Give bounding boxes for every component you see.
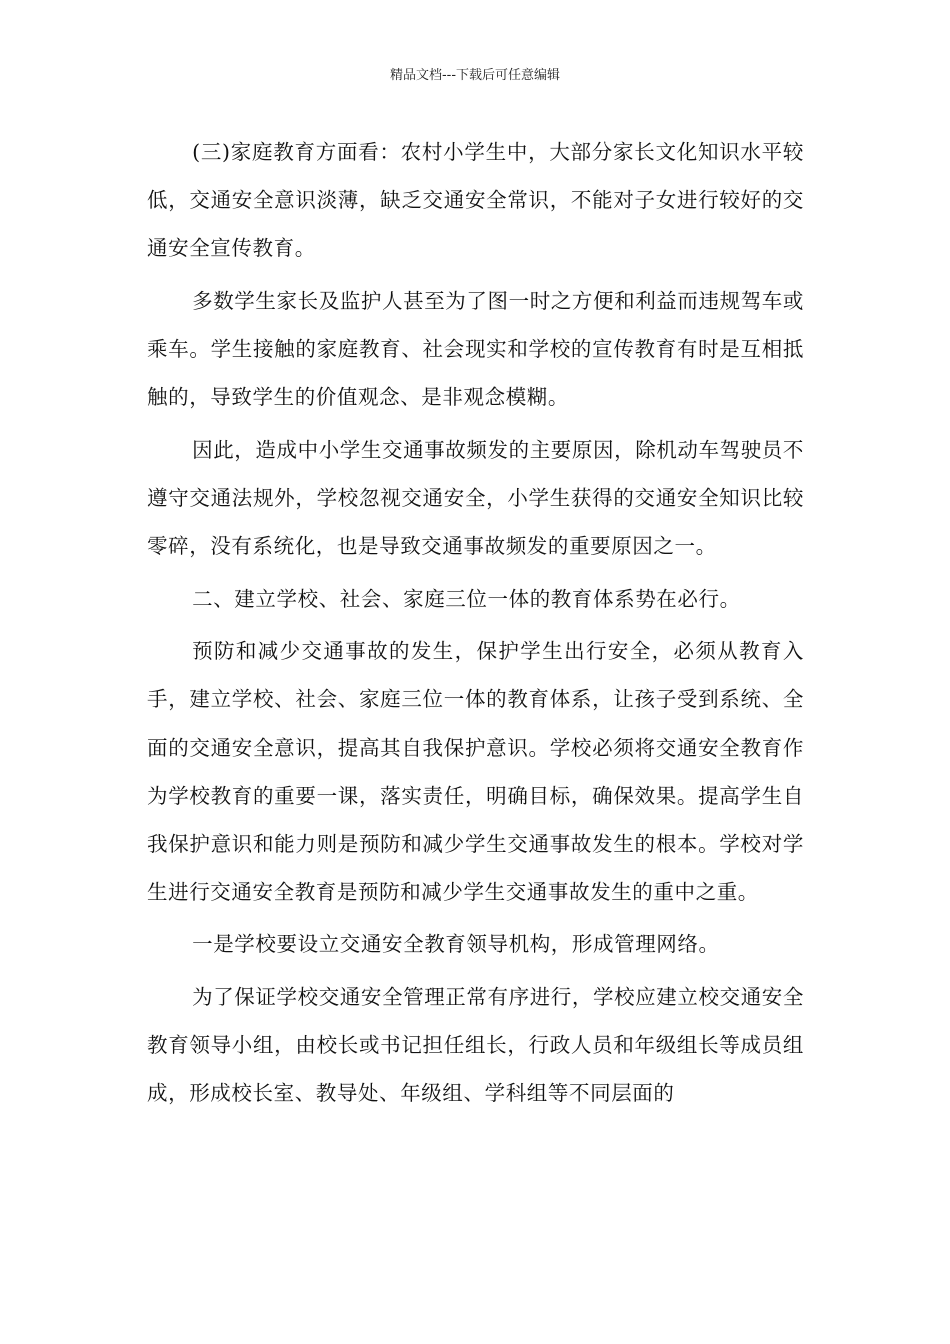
page-header: 精品文档---下载后可任意编辑 — [389, 68, 561, 83]
section-heading-education-system: 二、建立学校、社会、家庭三位一体的教育体系势在必行。 — [192, 586, 741, 611]
paragraph-prevention: 预防和减少交通事故的发生，保护学生出行安全，必须从教育入手，建立学校、社会、家庭三位一体的教育体系，让孩子受到系统、全面的交通安全意识，提高其自我保护意识。学校必须将交通安全教育作为学校教育的重要一课，落实责任，明确目标，确保效果。提高学生自我保护意识和能力则是预防和减少学生交通事故发生的根本。学校对学生进行交通安全教育是预防和减少学生交通事故发生的重中之重。 — [147, 639, 804, 904]
paragraph-main-causes: 因此，造成中小学生交通事故频发的主要原因，除机动车驾驶员不遵守交通法规外，学校忽视交通安全，小学生获得的交通安全知识比较零碎，没有系统化，也是导致交通事故频发的重要原因之一。 — [147, 437, 804, 558]
document-body — [147, 128, 804, 1122]
subheading-leadership: 一是学校要设立交通安全教育领导机构，形成管理网络。 — [192, 932, 720, 957]
paragraph-family-education: (三)家庭教育方面看：农村小学生中，大部分家长文化知识水平较低，交通安全意识淡薄，缺乏交通安全常识，不能对子女进行较好的交通安全宣传教育。 — [147, 140, 804, 261]
paragraph-parents-violations: 多数学生家长及监护人甚至为了图一时之方便和利益而违规驾车或乘车。学生接触的家庭教育、社会现实和学校的宣传教育有时是互相抵触的，导致学生的价值观念、是非观念模糊。 — [147, 288, 804, 410]
paragraph-leadership-group: 为了保证学校交通安全管理正常有序进行，学校应建立校交通安全教育领导小组，由校长或书记担任组长，行政人员和年级组长等成员组成，形成校长室、教导处、年级组、学科组等不同层面的 — [147, 985, 804, 1106]
